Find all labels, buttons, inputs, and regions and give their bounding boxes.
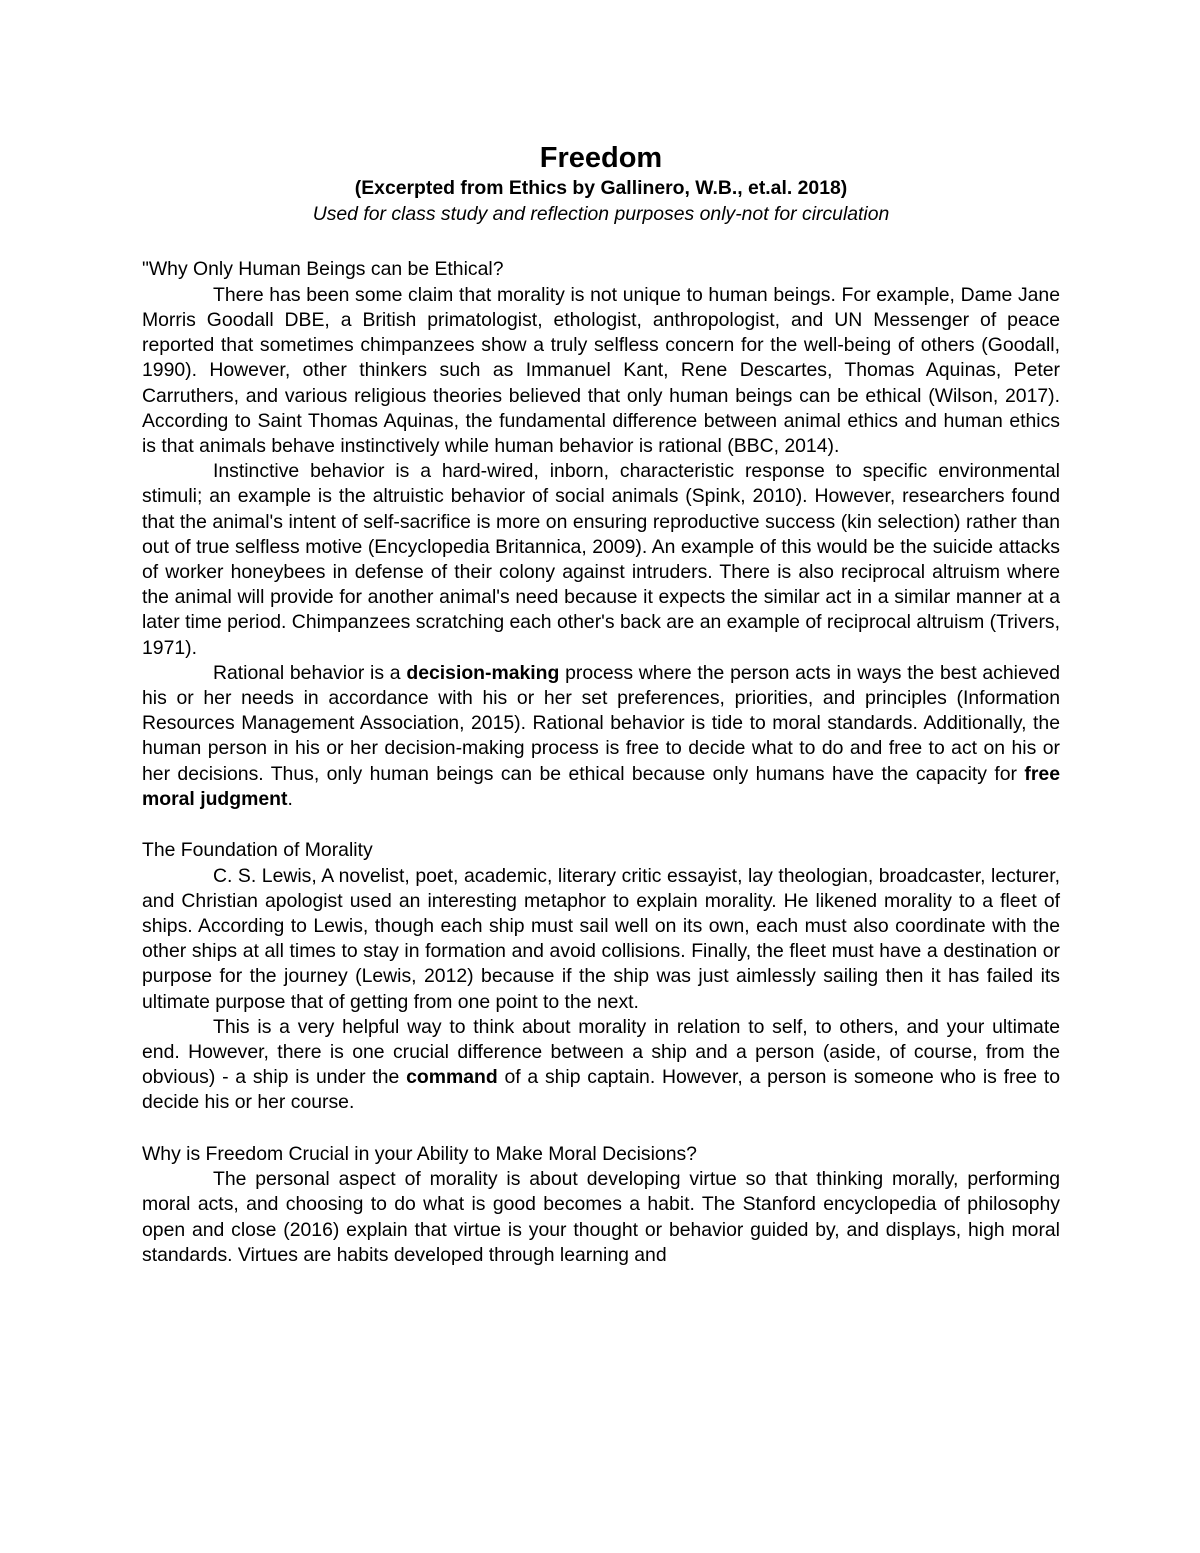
usage-note: Used for class study and reflection purposes only-not for circulation: [312, 202, 890, 225]
text-run: of a ship captain. However, a person is someone who is free to decide his or her course.: [142, 1066, 1060, 1114]
paragraph-lewis-metaphor: C. S. Lewis, A novelist, poet, academic, literary critic essayist, lay theologian, broadcaster, lecturer, and Christian apologist used an interesting metaphor to explain morality. He likened morality to a fleet of ships. According to Lewis, though each ship must sail well on its own, each must also coordinate with the other ships at all times to stay in formation and avoid collisions. Finally, the fleet must have a destination or purpose for the journey (Lewis, 2012) because if the ship was just aimlessly sailing then it has failed its ultimate purpose that of getting from one point to the next.: [142, 864, 1060, 1013]
section-heading-foundation: The Foundation of Morality: [142, 839, 373, 862]
bold-term-decision-making: decision-making: [406, 661, 560, 684]
bold-term-command: command: [406, 1066, 498, 1089]
section-heading-human-ethics: "Why Only Human Beings can be Ethical?: [142, 258, 504, 281]
text-run: .: [287, 787, 293, 810]
document-title: Freedom: [539, 142, 663, 174]
document-page: [142, 140, 1060, 1268]
paragraph-personal-aspect: The personal aspect of morality is about developing virtue so that thinking morally, performing moral acts, and choosing to do what is good becomes a habit. The Stanford encyclopedia of philosophy open and close (2016) explain that virtue is your thought or behavior guided by, and displays, high moral standards. Virtues are habits developed through learning and: [142, 1168, 1060, 1266]
paragraph-morality-claim: There has been some claim that morality is not unique to human beings. For example, Dame Jane Morris Goodall DBE, a British primatologist, ethologist, anthropologist, and UN Messenger of peace reported that sometimes chimpanzees show a truly selfless concern for the well-being of others (Goodall, 1990). However, other thinkers such as Immanuel Kant, Rene Descartes, Thomas Aquinas, Peter Carruthers, and various religious theories believed that only human beings can be ethical (Wilson, 2017). According to Saint Thomas Aquinas, the fundamental difference between animal ethics and human ethics is that animals behave instinctively while human behavior is rational (BBC, 2014).: [142, 283, 1060, 457]
paragraph-rational-behavior: [142, 661, 1060, 812]
document-subtitle: (Excerpted from Ethics by Gallinero, W.B., et.al. 2018): [354, 177, 848, 199]
text-run: This is a very helpful way to think about morality in relation to self, to others, and your ultimate end. However, there is one crucial difference between a ship and a person (aside, of course, from the obvious) - a ship is under the: [142, 1015, 1060, 1089]
section-heading-freedom-crucial: Why is Freedom Crucial in your Ability to Make Moral Decisions?: [142, 1142, 697, 1165]
paragraph-ship-and-person: [142, 1015, 1060, 1116]
text-run: process where the person acts in ways the best achieved his or her needs in accordance with his or her set preferences, priorities, and principles (Information Resources Management Association, 2015). Rational behavior is tide to moral standards. Additionally, the human person in his or her decision-making process is free to decide what to do and free to act on his or her decisions. Thus, only human beings can be ethical because only humans have the capacity for: [142, 661, 1060, 785]
text-run: Rational behavior is a: [213, 661, 407, 684]
bold-term-free-moral-judgment: free moral judgment: [142, 762, 1060, 810]
paragraph-instinctive-behavior: Instinctive behavior is a hard-wired, inborn, characteristic response to specific environmental stimuli; an example is the altruistic behavior of social animals (Spink, 2010). However, researchers found that the animal's intent of self-sacrifice is more on ensuring reproductive success (kin selection) rather than out of true selfless motive (Encyclopedia Britannica, 2009). An example of this would be the suicide attacks of worker honeybees in defense of their colony against intruders. There is also reciprocal altruism where the animal will provide for another animal's need because it expects the similar act in a similar manner at a later time period. Chimpanzees scratching each other's back are an example of reciprocal altruism (Trivers, 1971).: [142, 460, 1060, 659]
